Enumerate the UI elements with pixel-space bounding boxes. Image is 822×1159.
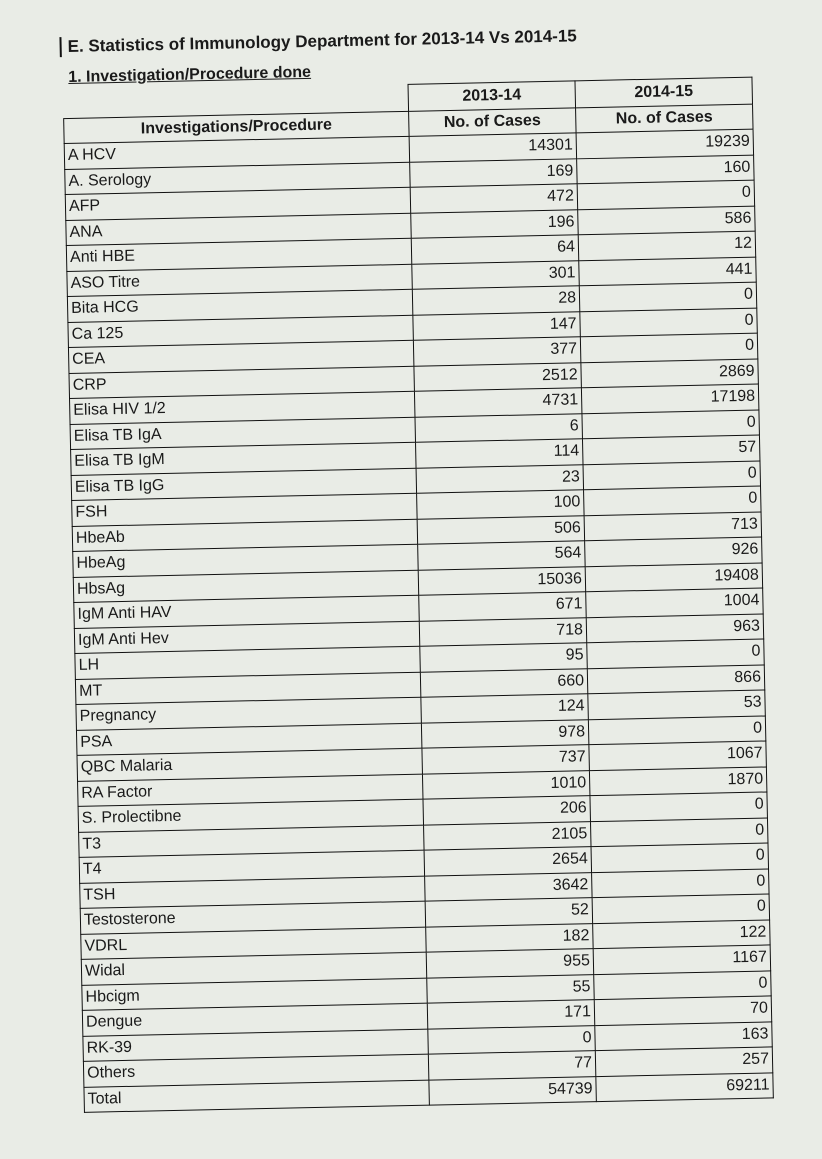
cases-2014-15: 0 bbox=[580, 333, 757, 362]
cases-2013-14: 77 bbox=[428, 1051, 595, 1080]
cases-2014-15: 441 bbox=[579, 257, 756, 286]
cases-2014-15: 1870 bbox=[589, 766, 766, 795]
cases-2013-14: 95 bbox=[420, 643, 587, 672]
investigation-name: IgM Anti HAV bbox=[74, 595, 419, 628]
total-a: 54739 bbox=[429, 1076, 596, 1105]
cases-2013-14: 182 bbox=[426, 923, 593, 952]
investigation-name: LH bbox=[75, 646, 420, 679]
investigation-name: S. Prolectibne bbox=[78, 799, 423, 832]
year-b-header: 2014-15 bbox=[575, 77, 753, 107]
cases-2013-14: 671 bbox=[419, 592, 586, 621]
cases-2014-15: 19408 bbox=[585, 563, 762, 592]
cases-a-header: No. of Cases bbox=[409, 107, 576, 136]
investigation-name: VDRL bbox=[81, 927, 426, 960]
cases-2013-14: 2512 bbox=[414, 362, 581, 391]
investigation-name: Testosterone bbox=[80, 901, 425, 934]
investigation-name: ASO Titre bbox=[67, 264, 412, 297]
cases-2013-14: 2105 bbox=[424, 821, 591, 850]
cases-2014-15: 19239 bbox=[576, 129, 753, 158]
investigation-name: AFP bbox=[65, 187, 410, 220]
cases-2013-14: 52 bbox=[425, 898, 592, 927]
section-heading: E. Statistics of Immunology Department for 2013-14 Vs 2014-15 bbox=[59, 26, 577, 57]
cases-2013-14: 1010 bbox=[422, 770, 589, 799]
cases-2013-14: 28 bbox=[412, 286, 579, 315]
cases-2014-15: 70 bbox=[594, 996, 771, 1025]
cases-2013-14: 4731 bbox=[414, 388, 581, 417]
cases-2014-15: 0 bbox=[584, 486, 761, 515]
cases-2014-15: 926 bbox=[585, 537, 762, 566]
cases-2014-15: 1004 bbox=[586, 588, 763, 617]
investigation-name: RA Factor bbox=[78, 774, 423, 807]
cases-2014-15: 12 bbox=[578, 231, 755, 260]
investigation-name: T4 bbox=[79, 850, 424, 883]
cases-2013-14: 301 bbox=[412, 260, 579, 289]
investigation-name: Ca 125 bbox=[68, 315, 413, 348]
cases-2014-15: 0 bbox=[590, 817, 767, 846]
cases-2014-15: 160 bbox=[577, 155, 754, 184]
investigation-name: QBC Malaria bbox=[77, 748, 422, 781]
cases-2014-15: 866 bbox=[587, 665, 764, 694]
investigation-name: PSA bbox=[76, 723, 421, 756]
total-b: 69211 bbox=[596, 1072, 773, 1101]
investigation-name: A. Serology bbox=[65, 162, 410, 195]
cases-2013-14: 564 bbox=[418, 541, 585, 570]
cases-2013-14: 169 bbox=[410, 158, 577, 187]
cases-2013-14: 196 bbox=[411, 209, 578, 238]
investigation-name: IgM Anti Hev bbox=[74, 621, 419, 654]
investigation-name: Anti HBE bbox=[66, 238, 411, 271]
cases-2014-15: 163 bbox=[595, 1021, 772, 1050]
investigation-name: HbeAg bbox=[73, 544, 418, 577]
cases-2014-15: 1167 bbox=[593, 945, 770, 974]
investigation-name: RK-39 bbox=[83, 1029, 428, 1062]
cases-2013-14: 100 bbox=[417, 490, 584, 519]
cases-2013-14: 955 bbox=[426, 949, 593, 978]
cases-2014-15: 586 bbox=[578, 206, 755, 235]
investigation-name: Elisa HIV 1/2 bbox=[70, 391, 415, 424]
cases-2014-15: 0 bbox=[592, 894, 769, 923]
investigation-name: FSH bbox=[72, 493, 417, 526]
statistics-table bbox=[63, 77, 774, 1113]
cases-2013-14: 718 bbox=[419, 617, 586, 646]
investigation-name: Dengue bbox=[82, 1003, 427, 1036]
cases-2014-15: 0 bbox=[590, 792, 767, 821]
cases-2013-14: 6 bbox=[415, 413, 582, 442]
cases-2014-15: 0 bbox=[587, 639, 764, 668]
cases-2014-15: 0 bbox=[577, 180, 754, 209]
cases-2014-15: 0 bbox=[591, 843, 768, 872]
cases-2013-14: 147 bbox=[413, 311, 580, 340]
cases-2013-14: 3642 bbox=[425, 872, 592, 901]
investigation-name: Others bbox=[83, 1054, 428, 1087]
cases-2014-15: 122 bbox=[593, 919, 770, 948]
investigation-name: MT bbox=[75, 672, 420, 705]
investigation-name: ANA bbox=[66, 213, 411, 246]
investigation-name: Pregnancy bbox=[76, 697, 421, 730]
cases-2014-15: 0 bbox=[580, 308, 757, 337]
cases-2013-14: 14301 bbox=[409, 133, 576, 162]
cases-2013-14: 124 bbox=[421, 694, 588, 723]
investigation-name: Bita HCG bbox=[67, 289, 412, 322]
investigation-name: Hbcigm bbox=[82, 978, 427, 1011]
cases-b-header: No. of Cases bbox=[576, 104, 753, 133]
cases-2014-15: 0 bbox=[583, 461, 760, 490]
investigation-name: Widal bbox=[81, 952, 426, 985]
cases-2014-15: 53 bbox=[588, 690, 765, 719]
investigation-name: Elisa TB IgM bbox=[71, 442, 416, 475]
investigation-name: Elisa TB IgG bbox=[71, 468, 416, 501]
investigation-name: CEA bbox=[68, 340, 413, 373]
cases-2014-15: 17198 bbox=[581, 384, 758, 413]
investigation-name: Elisa TB IgA bbox=[70, 417, 415, 450]
year-a-header: 2013-14 bbox=[408, 81, 576, 111]
cases-2013-14: 206 bbox=[423, 796, 590, 825]
cases-2013-14: 114 bbox=[416, 439, 583, 468]
cases-2014-15: 57 bbox=[582, 435, 759, 464]
cases-2014-15: 713 bbox=[584, 512, 761, 541]
cases-2014-15: 0 bbox=[588, 715, 765, 744]
cases-2013-14: 64 bbox=[411, 235, 578, 264]
investigation-name: TSH bbox=[80, 876, 425, 909]
cases-2014-15: 1067 bbox=[589, 741, 766, 770]
cases-2014-15: 0 bbox=[594, 970, 771, 999]
investigation-name: HbsAg bbox=[73, 570, 418, 603]
cases-2013-14: 2654 bbox=[424, 847, 591, 876]
cases-2014-15: 0 bbox=[582, 410, 759, 439]
cases-2013-14: 171 bbox=[427, 1000, 594, 1029]
cases-2013-14: 0 bbox=[428, 1025, 595, 1054]
cases-2013-14: 737 bbox=[422, 745, 589, 774]
total-label: Total bbox=[84, 1080, 429, 1113]
investigation-header: Investigations/Procedure bbox=[64, 111, 409, 144]
cases-2013-14: 15036 bbox=[418, 566, 585, 595]
subsection-heading: 1. Investigation/Procedure done bbox=[68, 63, 312, 86]
cases-2014-15: 0 bbox=[579, 282, 756, 311]
cases-2013-14: 506 bbox=[417, 515, 584, 544]
cases-2013-14: 23 bbox=[416, 464, 583, 493]
cases-2014-15: 0 bbox=[592, 868, 769, 897]
cases-2013-14: 660 bbox=[420, 668, 587, 697]
investigation-name: HbeAb bbox=[72, 519, 417, 552]
cases-2013-14: 377 bbox=[413, 337, 580, 366]
cases-2014-15: 257 bbox=[595, 1047, 772, 1076]
investigation-name: CRP bbox=[69, 366, 414, 399]
cases-2013-14: 978 bbox=[421, 719, 588, 748]
investigation-name: T3 bbox=[79, 825, 424, 858]
investigation-name: A HCV bbox=[64, 136, 409, 169]
cases-2013-14: 472 bbox=[410, 184, 577, 213]
cases-2013-14: 55 bbox=[427, 974, 594, 1003]
cases-2014-15: 2869 bbox=[581, 359, 758, 388]
cases-2014-15: 963 bbox=[586, 614, 763, 643]
